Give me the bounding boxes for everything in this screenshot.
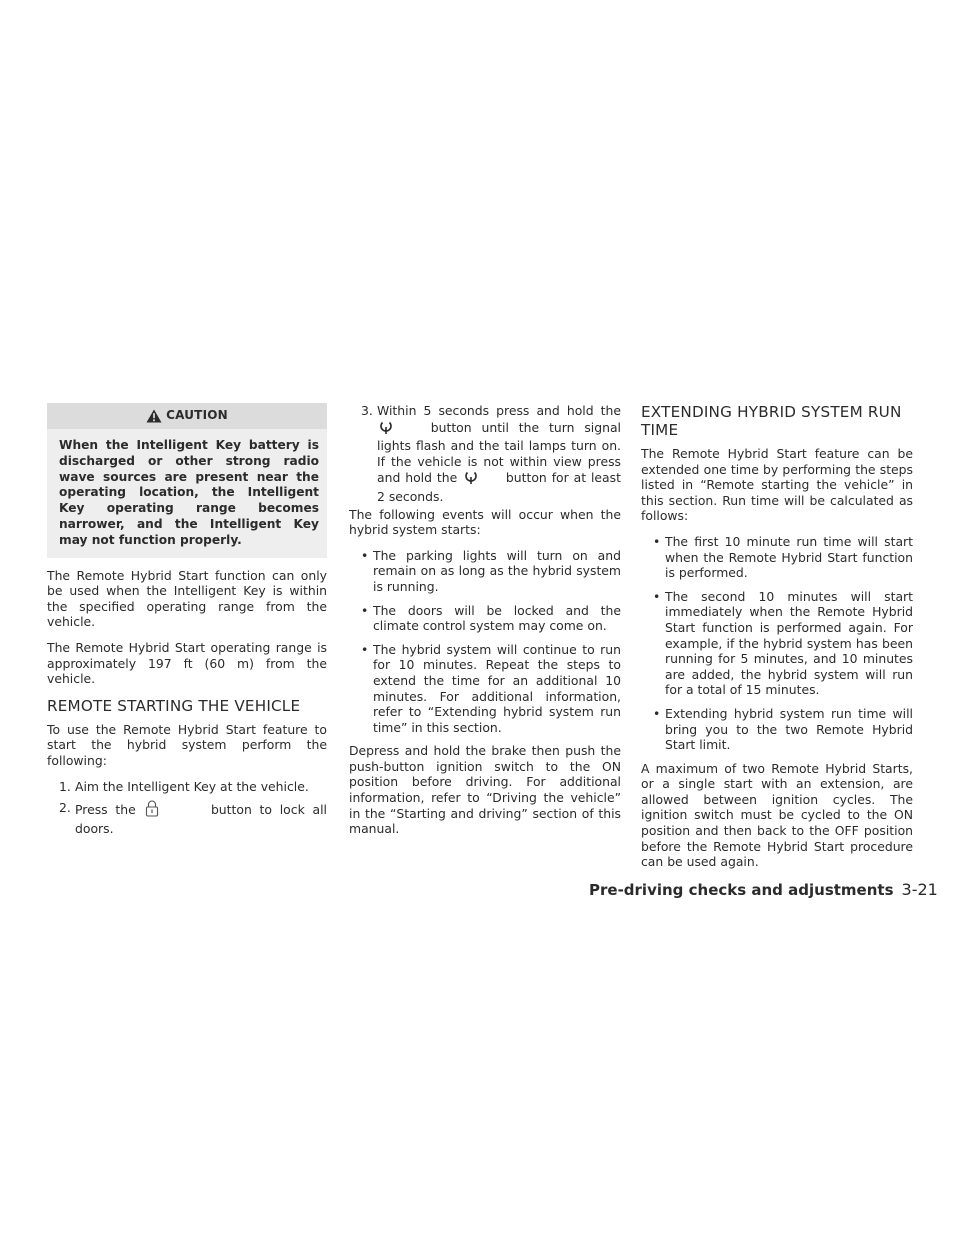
paragraph: The Remote Hybrid Start operating range is approximately 197 ft (60 m) from the vehicle. [47, 639, 327, 687]
list-item: • Extending hybrid system run time will bring you to the two Remote Hybrid Start limit. [641, 706, 913, 753]
list-item [47, 779, 327, 795]
step-text: button until the turn signal lights flash and the tail lamps turn on. If the vehicle is not within view press and hold the [377, 419, 621, 486]
paragraph: The Remote Hybrid Start feature can be extended one time by performing the steps listed in “Remote starting the vehicle” in this section. Run time will be calculated as follows: [641, 446, 913, 524]
list-item: • The second 10 minutes will start immediately when the Remote Hybrid Start function is performed again. For example, if the hybrid system has been running for 5 minutes, and 10 minutes are added, the hybrid system will run for a total of 15 minutes. [641, 589, 913, 698]
list-item: • The first 10 minute run time will start when the Remote Hybrid Start function is performed. [641, 534, 913, 581]
paragraph: To use the Remote Hybrid Start feature to start the hybrid system perform the following: [47, 721, 327, 768]
caution-title: CAUTION [166, 408, 228, 423]
step-text: Aim the Intelligent Key at the vehicle. [75, 778, 309, 794]
step-text: button for at least 2 seconds. [377, 470, 621, 504]
column-left [47, 403, 327, 842]
paragraph: Depress and hold the brake then push the push-button ignition switch to the ON position before driving. For additional information, refer to “Driving the vehicle” in the “Starting and driving” section of this manual. [349, 743, 621, 837]
step-number: 1. [59, 778, 71, 794]
step-number: 2. [59, 800, 71, 816]
column-middle [349, 403, 621, 847]
list-item [47, 800, 327, 836]
section-heading: REMOTE STARTING THE VEHICLE [47, 696, 301, 715]
step-text: Press the [75, 802, 136, 818]
section-title: Pre-driving checks and adjustments [589, 881, 894, 899]
step-number: 3. [361, 403, 373, 418]
column-right [641, 403, 913, 880]
step-text: button to lock all [210, 802, 327, 818]
list-item: • The hybrid system will continue to run for 10 minutes. Repeat the steps to extend the time for an additional 10 minutes. For additional information, refer to “Extending hybrid system run time” in this section. [349, 642, 621, 736]
section-heading: EXTENDING HYBRID SYSTEM RUN TIME [641, 403, 902, 439]
page-number: 3-21 [901, 880, 938, 899]
caution-text: When the Intelligent Key battery is discharged or other strong radio wave sources are present near the operating location, the Intelligent Key operating range becomes narrower, and the Intelligent Key may not function properly. [47, 429, 327, 558]
remote-start-icon [464, 469, 478, 489]
warning-triangle-icon [146, 409, 162, 423]
step-text: doors. [75, 820, 114, 836]
paragraph: A maximum of two Remote Hybrid Starts, or a single start with an extension, are allowed between ignition cycles. The ignition switch must be cycled to the ON position and then back to the OFF position before the Remote Hybrid Start procedure can be used again. [641, 760, 913, 870]
paragraph: The following events will occur when the hybrid system starts: [349, 506, 621, 538]
remote-start-icon [379, 419, 393, 439]
step-text: Within 5 seconds press and hold the [377, 403, 621, 418]
paragraph: The Remote Hybrid Start function can only be used when the Intelligent Key is within the specified operating range from the vehicle. [47, 567, 327, 630]
list-item: • The doors will be locked and the climate control system may come on. [349, 603, 621, 634]
list-item [349, 403, 621, 505]
list-item: • The parking lights will turn on and remain on as long as the hybrid system is running. [349, 548, 621, 595]
page-footer [589, 880, 938, 899]
caution-header [47, 403, 327, 429]
caution-box [47, 403, 327, 558]
lock-icon [145, 800, 159, 821]
